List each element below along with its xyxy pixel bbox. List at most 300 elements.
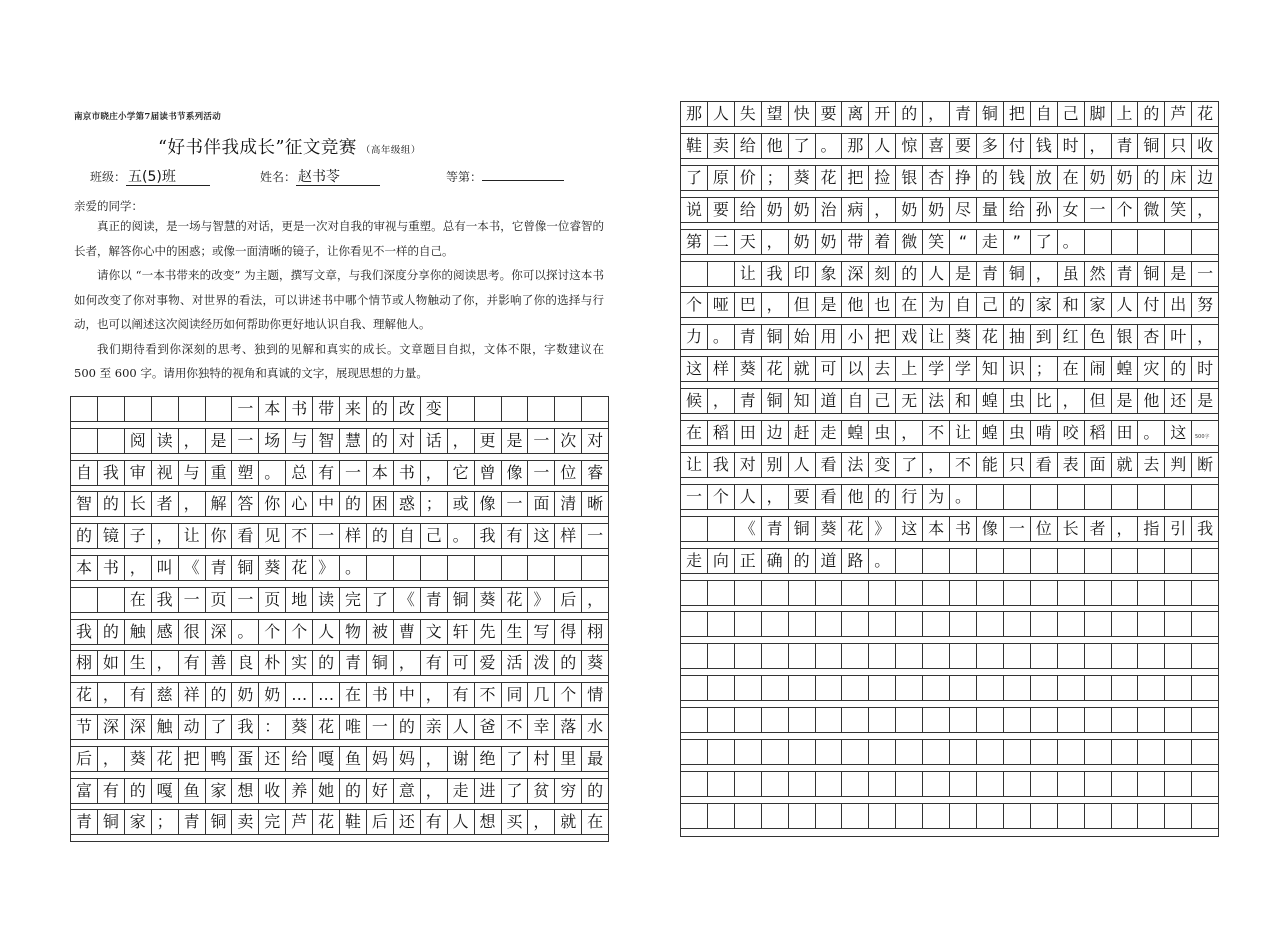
grid-cell: 人 xyxy=(708,101,735,126)
grid-cell xyxy=(71,588,98,612)
grid-cell xyxy=(977,644,1004,668)
grid-cell: 有 xyxy=(179,651,206,675)
prompt-paragraph: 请你以 “一本书带来的改变” 为主题，撰写文章，与我们深度分享你的阅读思考。你可以探讨这本书如何改变了你对事物、对世界的看法，可以讲述书中哪个情节或人物触动了你，并影响了你的选择与行动，也可以阐述这次阅读经历如何帮助你更好地认识自我、理解他人。 xyxy=(74,268,604,331)
grid-cell: 慧 xyxy=(340,429,367,453)
grid-cell xyxy=(789,612,816,636)
grid-cell: 家 xyxy=(1031,293,1058,317)
grid-cell xyxy=(1085,549,1112,573)
grid-cell xyxy=(896,804,923,828)
grid-cell: 有 xyxy=(313,461,340,485)
grid-cell: 把 xyxy=(869,325,896,349)
grid-cell: 学 xyxy=(923,357,950,381)
grid-cell: 善 xyxy=(206,651,233,675)
grid-cell: 花 xyxy=(286,556,313,580)
grid-cell xyxy=(869,740,896,764)
grid-cell xyxy=(950,740,977,764)
grid-cell xyxy=(977,612,1004,636)
grid-cell: 蛋 xyxy=(232,747,259,771)
grid-cell: 收 xyxy=(1197,135,1214,155)
grid-cell: 人 xyxy=(448,715,475,739)
grid-cell: 葵 xyxy=(816,517,843,541)
grid-cell: 知 xyxy=(977,357,1004,381)
grid-cell: 的 xyxy=(98,492,125,516)
grid-cell: 稻 xyxy=(708,421,735,445)
grid-cell xyxy=(708,676,735,700)
grid-cell: 表 xyxy=(1058,453,1085,477)
rank-label: 等第： xyxy=(446,170,483,184)
grid-cell xyxy=(950,772,977,796)
grid-cell xyxy=(1112,644,1139,668)
grid-cell xyxy=(1085,644,1112,668)
grid-cell: 的 xyxy=(98,620,125,644)
grid-cell xyxy=(367,556,394,580)
grid-row xyxy=(71,460,608,486)
grid-cell: 青 xyxy=(340,651,367,675)
grid-cell: 有 xyxy=(421,651,448,675)
class-label: 班级： xyxy=(90,170,127,184)
grid-cell: 爸 xyxy=(475,715,502,739)
grid-cell: 青 xyxy=(206,556,233,580)
grid-cell: 几 xyxy=(528,683,555,707)
grid-cell: 行 xyxy=(896,485,923,509)
grid-cell: 笑 xyxy=(1165,198,1192,222)
grid-cell xyxy=(1031,708,1058,732)
grid-cell: 无 xyxy=(896,389,923,413)
grid-cell xyxy=(502,556,529,580)
grid-cell xyxy=(1031,676,1058,700)
grid-cell: 的 xyxy=(789,549,816,573)
manuscript-grid-left xyxy=(70,396,609,842)
grid-row xyxy=(681,675,1218,701)
grid-cell xyxy=(1192,230,1218,254)
grid-cell xyxy=(869,612,896,636)
grid-cell: 病 xyxy=(842,198,869,222)
grid-cell xyxy=(816,676,843,700)
grid-cell: 葵 xyxy=(259,556,286,580)
grid-cell xyxy=(1165,772,1192,796)
grid-cell xyxy=(708,708,735,732)
grid-cell: 我 xyxy=(71,620,98,644)
grid-cell: 努 xyxy=(1197,295,1214,315)
grid-cell: 向 xyxy=(708,549,735,573)
grid-cell: 改 xyxy=(394,396,421,421)
grid-cell xyxy=(1085,676,1112,700)
grid-cell xyxy=(681,708,708,732)
grid-cell: 这 xyxy=(528,524,555,548)
grid-cell: 二 xyxy=(708,230,735,254)
grid-row xyxy=(681,739,1218,765)
grid-cell: 那 xyxy=(842,134,869,158)
grid-cell xyxy=(502,396,529,421)
grid-cell: 幸 xyxy=(528,715,555,739)
grid-cell: 慈 xyxy=(152,683,179,707)
grid-cell: 》 xyxy=(313,556,340,580)
grid-row xyxy=(71,809,608,835)
grid-cell xyxy=(977,772,1004,796)
grid-cell xyxy=(1165,676,1192,700)
grid-cell: 青 xyxy=(1112,134,1139,158)
grid-cell: 自 xyxy=(842,389,869,413)
grid-cell: 清 xyxy=(555,492,582,516)
grid-cell: 他 xyxy=(1138,389,1165,413)
grid-cell: 一 xyxy=(587,526,604,546)
grid-cell: 中 xyxy=(313,492,340,516)
grid-cell: 床 xyxy=(1165,166,1192,190)
grid-cell: 哑 xyxy=(708,293,735,317)
grid-cell: 在 xyxy=(587,812,604,832)
grid-cell: 能 xyxy=(977,453,1004,477)
grid-cell: 人 xyxy=(313,620,340,644)
grid-cell xyxy=(762,612,789,636)
grid-cell: 到 xyxy=(1031,325,1058,349)
grid-cell: 智 xyxy=(71,492,98,516)
grid-cell xyxy=(681,612,708,636)
grid-cell xyxy=(708,612,735,636)
grid-cell: 的 xyxy=(340,779,367,803)
grid-cell: ， xyxy=(1112,517,1139,541)
grid-cell: 书 xyxy=(98,556,125,580)
grid-cell: 栩 xyxy=(71,651,98,675)
grid-cell: 铜 xyxy=(448,588,475,612)
grid-cell xyxy=(1138,581,1165,605)
grid-cell xyxy=(475,556,502,580)
grid-cell: 生 xyxy=(502,620,529,644)
grid-cell: 他 xyxy=(842,293,869,317)
grid-cell: ， xyxy=(587,589,604,609)
grid-cell: 花 xyxy=(313,810,340,834)
grid-cell: 断 xyxy=(1197,454,1214,474)
grid-cell: 得 xyxy=(555,620,582,644)
grid-cell: … xyxy=(286,683,313,707)
grid-cell: 花 xyxy=(152,747,179,771)
grid-cell: 。 xyxy=(1138,421,1165,445)
grid-cell: 铜 xyxy=(367,651,394,675)
grid-cell: 也 xyxy=(869,293,896,317)
grid-cell: 叫 xyxy=(152,556,179,580)
grid-cell: 后 xyxy=(367,810,394,834)
grid-cell: 时 xyxy=(1197,359,1214,379)
grid-cell: 奶 xyxy=(1085,166,1112,190)
grid-cell: 里 xyxy=(555,747,582,771)
grid-cell: 爱 xyxy=(475,651,502,675)
grid-cell: 蝗 xyxy=(842,421,869,445)
grid-cell: 一 xyxy=(179,588,206,612)
grid-cell xyxy=(1138,804,1165,828)
grid-row xyxy=(681,803,1218,829)
grid-cell xyxy=(1004,549,1031,573)
grid-cell: 有 xyxy=(421,810,448,834)
grid-cell: 次 xyxy=(555,429,582,453)
grid-cell: 我 xyxy=(152,588,179,612)
grid-cell: 己 xyxy=(977,293,1004,317)
grid-cell: 了 xyxy=(1031,230,1058,254)
grid-cell: 困 xyxy=(367,492,394,516)
grid-cell: 页 xyxy=(206,588,233,612)
grid-cell: 塑 xyxy=(232,461,259,485)
grid-cell: 一 xyxy=(1197,263,1214,283)
grid-cell: 别 xyxy=(762,453,789,477)
grid-cell xyxy=(816,708,843,732)
grid-cell xyxy=(789,804,816,828)
grid-cell: 在 xyxy=(1058,357,1085,381)
grid-cell: 谢 xyxy=(448,747,475,771)
grid-cell: 》 xyxy=(869,517,896,541)
grid-cell: ， xyxy=(923,453,950,477)
grid-cell: 铜 xyxy=(762,325,789,349)
grid-cell xyxy=(735,676,762,700)
grid-row xyxy=(71,587,608,613)
grid-cell: 青 xyxy=(977,262,1004,286)
name-field xyxy=(260,168,380,186)
grid-cell: 价 xyxy=(735,166,762,190)
grid-cell: 的 xyxy=(587,780,604,800)
grid-cell: 一 xyxy=(528,461,555,485)
grid-cell xyxy=(923,612,950,636)
grid-cell: 走 xyxy=(977,230,1004,254)
grid-cell: ； xyxy=(421,492,448,516)
grid-row xyxy=(681,643,1218,669)
grid-cell: 触 xyxy=(152,715,179,739)
greeting: 亲爱的同学： xyxy=(74,199,143,213)
grid-cell: 读 xyxy=(313,588,340,612)
grid-cell xyxy=(1112,772,1139,796)
grid-cell: 孙 xyxy=(1031,198,1058,222)
grid-cell: ， xyxy=(762,293,789,317)
grid-cell: 这 xyxy=(896,517,923,541)
grid-cell xyxy=(681,517,708,541)
grid-cell: ” xyxy=(1004,230,1031,254)
grid-cell xyxy=(1192,676,1218,700)
grid-cell: 看 xyxy=(816,453,843,477)
grid-cell xyxy=(816,772,843,796)
grid-cell: 离 xyxy=(842,101,869,126)
grid-cell xyxy=(950,612,977,636)
grid-cell: 是 xyxy=(1112,389,1139,413)
grid-cell: 心 xyxy=(286,492,313,516)
grid-cell: 铜 xyxy=(1138,262,1165,286)
grid-cell xyxy=(708,517,735,541)
grid-cell xyxy=(1085,740,1112,764)
grid-cell: 它 xyxy=(448,461,475,485)
grid-cell xyxy=(762,804,789,828)
grid-cell xyxy=(1165,230,1192,254)
grid-cell: 法 xyxy=(842,453,869,477)
grid-cell: 解 xyxy=(206,492,233,516)
grid-row xyxy=(681,611,1218,637)
grid-cell: 铜 xyxy=(762,389,789,413)
grid-cell: 看 xyxy=(816,485,843,509)
grid-cell xyxy=(555,556,582,580)
grid-cell xyxy=(923,644,950,668)
grid-row xyxy=(71,714,608,740)
grid-cell: ， xyxy=(1197,199,1214,219)
grid-cell xyxy=(98,396,125,421)
grid-cell: 奶 xyxy=(923,198,950,222)
grid-cell: 很 xyxy=(179,620,206,644)
grid-cell: 微 xyxy=(896,230,923,254)
grid-cell: 奶 xyxy=(1112,166,1139,190)
grid-cell xyxy=(789,740,816,764)
grid-cell: 银 xyxy=(1112,325,1139,349)
grid-cell: 这 xyxy=(681,357,708,381)
grid-cell: 的 xyxy=(1165,357,1192,381)
grid-cell xyxy=(708,804,735,828)
grid-cell: 变 xyxy=(869,453,896,477)
grid-cell xyxy=(528,556,555,580)
grid-cell xyxy=(1192,740,1218,764)
grid-cell: 。 xyxy=(950,485,977,509)
grid-cell: 触 xyxy=(125,620,152,644)
grid-cell: 杏 xyxy=(923,166,950,190)
grid-cell xyxy=(528,396,555,421)
grid-cell: 花 xyxy=(816,166,843,190)
grid-cell xyxy=(1085,485,1112,509)
grid-cell: 卖 xyxy=(708,134,735,158)
grid-cell: 一 xyxy=(232,429,259,453)
grid-cell: ， xyxy=(1031,262,1058,286)
grid-cell xyxy=(681,262,708,286)
grid-cell: 有 xyxy=(98,779,125,803)
grid-cell: 红 xyxy=(1058,325,1085,349)
grid-cell: 脚 xyxy=(1085,101,1112,126)
grid-cell: 只 xyxy=(1004,453,1031,477)
grid-cell: 感 xyxy=(152,620,179,644)
grid-cell: ， xyxy=(421,683,448,707)
grid-cell: 。 xyxy=(448,524,475,548)
grid-cell: 铜 xyxy=(977,101,1004,126)
grid-cell: 不 xyxy=(502,715,529,739)
grid-cell: 奶 xyxy=(896,198,923,222)
grid-cell xyxy=(582,556,608,580)
grid-cell: 视 xyxy=(152,461,179,485)
grid-cell: 同 xyxy=(502,683,529,707)
grid-cell: 花 xyxy=(313,715,340,739)
grid-cell xyxy=(681,740,708,764)
grid-cell: 后 xyxy=(555,588,582,612)
grid-cell: ， xyxy=(528,810,555,834)
grid-cell: 自 xyxy=(950,293,977,317)
grid-cell: 人 xyxy=(735,485,762,509)
grid-cell: 的 xyxy=(394,715,421,739)
grid-cell: 个 xyxy=(708,485,735,509)
grid-cell: 买 xyxy=(502,810,529,834)
grid-cell: 就 xyxy=(555,810,582,834)
grid-cell: 朴 xyxy=(259,651,286,675)
grid-cell: 葵 xyxy=(735,357,762,381)
grid-cell: 个 xyxy=(555,683,582,707)
grid-cell: 可 xyxy=(816,357,843,381)
grid-cell: 场 xyxy=(259,429,286,453)
grid-cell: 本 xyxy=(259,396,286,421)
name-value: 赵书苓 xyxy=(296,169,380,186)
student-info-row xyxy=(90,168,590,188)
grid-cell xyxy=(1004,612,1031,636)
grid-cell xyxy=(1112,485,1139,509)
grid-cell: 活 xyxy=(502,651,529,675)
grid-cell xyxy=(1058,676,1085,700)
grid-cell xyxy=(977,581,1004,605)
grid-cell: 赶 xyxy=(789,421,816,445)
grid-cell: 天 xyxy=(735,230,762,254)
grid-cell: 泼 xyxy=(528,651,555,675)
grid-cell xyxy=(1058,612,1085,636)
grid-cell xyxy=(1138,676,1165,700)
grid-cell: 一 xyxy=(502,492,529,516)
rank-field xyxy=(446,168,564,185)
grid-cell: 家 xyxy=(206,779,233,803)
grid-cell: ， xyxy=(152,651,179,675)
grid-row xyxy=(681,133,1218,159)
grid-cell xyxy=(1192,708,1218,732)
grid-cell: 道 xyxy=(816,389,843,413)
grid-cell xyxy=(708,740,735,764)
grid-cell: 力 xyxy=(681,325,708,349)
grid-cell xyxy=(708,644,735,668)
grid-cell: 给 xyxy=(735,198,762,222)
grid-cell: 了 xyxy=(681,166,708,190)
grid-cell: 一 xyxy=(528,429,555,453)
grid-cell: 青 xyxy=(950,101,977,126)
grid-cell: 家 xyxy=(125,810,152,834)
grid-cell xyxy=(977,676,1004,700)
grid-cell xyxy=(1085,581,1112,605)
grid-cell: 识 xyxy=(1004,357,1031,381)
grid-cell: 本 xyxy=(367,461,394,485)
grid-cell xyxy=(1165,644,1192,668)
grid-cell: ， xyxy=(152,524,179,548)
class-value: 五(5)班 xyxy=(126,169,210,186)
grid-cell: 为 xyxy=(923,485,950,509)
grid-cell: 原 xyxy=(708,166,735,190)
grid-cell: 灾 xyxy=(1138,357,1165,381)
grid-cell: 但 xyxy=(789,293,816,317)
grid-cell: 物 xyxy=(340,620,367,644)
grid-cell: ， xyxy=(869,198,896,222)
grid-cell xyxy=(977,485,1004,509)
grid-cell: ， xyxy=(394,651,421,675)
grid-cell xyxy=(582,396,608,421)
grid-cell: 可 xyxy=(448,651,475,675)
grid-cell xyxy=(816,740,843,764)
grid-cell: 让 xyxy=(923,325,950,349)
grid-cell xyxy=(98,429,125,453)
grid-cell: 刻 xyxy=(869,262,896,286)
grid-cell xyxy=(735,772,762,796)
grid-cell: 放 xyxy=(1031,166,1058,190)
grid-cell: 但 xyxy=(1085,389,1112,413)
grid-cell: 人 xyxy=(923,262,950,286)
grid-cell: 贫 xyxy=(528,779,555,803)
grid-cell: 要 xyxy=(816,101,843,126)
grid-row xyxy=(681,548,1218,574)
grid-cell: ； xyxy=(152,810,179,834)
grid-cell: 变 xyxy=(421,396,448,421)
grid-cell: 以 xyxy=(842,357,869,381)
grid-cell: 法 xyxy=(923,389,950,413)
prompt-text xyxy=(74,214,604,386)
grid-cell: 奶 xyxy=(789,230,816,254)
grid-row xyxy=(681,420,1218,446)
grid-cell xyxy=(896,772,923,796)
grid-cell xyxy=(869,708,896,732)
grid-cell: 始 xyxy=(789,325,816,349)
grid-cell: 在 xyxy=(340,683,367,707)
grid-cell: 杏 xyxy=(1138,325,1165,349)
grid-cell: 进 xyxy=(475,779,502,803)
grid-cell xyxy=(923,772,950,796)
prompt-paragraph: 我们期待看到你深刻的思考、独到的见解和真实的成长。文章题目自拟，文体不限，字数建议在 500 至 600 字。请用你独特的视角和真诚的文字，展现思想的力量。 xyxy=(74,341,604,380)
grid-cell: 的 xyxy=(367,524,394,548)
